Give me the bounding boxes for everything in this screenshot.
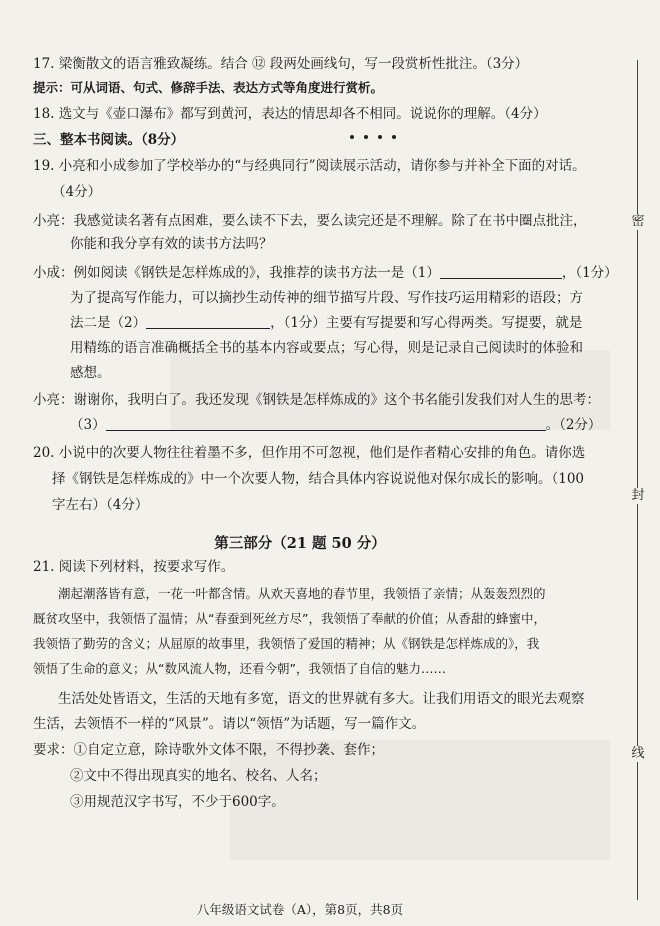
q17-text: 17. 梁衡散文的语言雅致凝练。结合 ⑫ 段两处画线句，写一段赏析性批注。（3分） xyxy=(33,56,529,72)
requirement-3: ③用规范汉字书写，不少于600字。 xyxy=(70,794,285,810)
binding-line xyxy=(637,60,638,900)
dialog-xiaoliang-2: 小亮：谢谢你，我明白了。我还发现《钢铁是怎样炼成的》这个书名能引发我们对人生的思考： xyxy=(33,392,600,408)
q20-line1: 20. 小说中的次要人物往往着墨不多，但作用不可忽视，他们是作者精心安排的角色。请你选 xyxy=(33,445,586,461)
part3-title: 第三部分（21 题 50 分） xyxy=(214,535,386,552)
binding-char-feng: 封 xyxy=(631,488,645,503)
q18-text: 18. 选文与《壶口瀑布》都写到黄河，表达的情思却各不相同。说说你的理解。（4分） xyxy=(33,106,547,122)
requirement-2: ②文中不得出现真实的地名、校名、人名； xyxy=(70,768,327,784)
q17-hint: 提示：可从词语、句式、修辞手法、表达方式等角度进行赏析。 xyxy=(33,80,384,95)
dialog-xiaocheng-2: 为了提高写作能力，可以摘抄生动传神的细节描写片段、写作技巧运用精彩的语段；方 xyxy=(70,290,583,306)
dialog-xiaoliang-1: 小亮：我感觉读名著有点困难，要么读不下去，要么读完还是不理解。除了在书中圈点批注， xyxy=(33,213,587,229)
q19-text: 19. 小亮和小成参加了学校举办的“与经典同行”阅读展示活动，请你参与并补全下面的对话。 xyxy=(33,158,586,174)
answer-blank-2[interactable] xyxy=(146,314,270,329)
material-line3: 我领悟了勤劳的含义；从屈原的故事里，我领悟了爱国的精神；从《钢铁是怎样炼成的》，我 xyxy=(33,636,540,651)
answer-blank-1[interactable] xyxy=(440,264,562,279)
dialog-xiaoliang-2b: （3） 。（2分） xyxy=(70,417,602,433)
binding-char-mi: 密 xyxy=(631,214,645,229)
q20-line3: 字左右）（4分） xyxy=(52,497,149,513)
answer-blank-3[interactable] xyxy=(106,416,546,431)
dialog-xiaocheng-3: 法二是（2） ，（1分）主要有写提要和写心得两类。写提要，就是 xyxy=(70,315,583,331)
material-line1: 潮起潮落皆有意，一花一叶都含情。从欢天喜地的春节里，我领悟了亲情；从轰轰烈烈的 xyxy=(58,586,546,601)
page-footer: 八年级语文试卷（A），第8页，共8页 xyxy=(196,902,404,917)
dialog-xiaoliang-1b: 你能和我分享有效的读书方法吗？ xyxy=(70,236,273,252)
q19-score: （4分） xyxy=(52,184,102,200)
material-line2: 厩贫攻坚中，我领悟了温情；从“春蚕到死丝方尽”，我领悟了奉献的价值；从香甜的蜂蜜中， xyxy=(33,611,546,626)
prompt-line1: 生活处处皆语文，生活的天地有多宽，语文的世界就有多大。让我们用语文的眼光去观察 xyxy=(58,691,585,707)
q21-text: 21. 阅读下列材料，按要求写作。 xyxy=(33,559,235,575)
prompt-line2: 生活，去领悟不一样的“风景”。请以“领悟”为话题，写一篇作文。 xyxy=(33,716,426,732)
emphasis-dots xyxy=(345,118,401,139)
q20-line2: 择《钢铁是怎样炼成的》中一个次要人物，结合具体内容说说他对保尔成长的影响。（100 xyxy=(52,471,585,487)
dialog-xiaocheng-5: 感想。 xyxy=(70,365,111,381)
requirement-1: 要求：①自定立意，除诗歌外文体不限，不得抄袭、套作； xyxy=(33,742,384,758)
dialog-xiaocheng-4: 用精练的语言准确概括全书的基本内容或要点；写心得，则是记录自己阅读时的体验和 xyxy=(70,340,583,356)
material-line4: 领悟了生命的意义；从“数风流人物，还看今朝”，我领悟了自信的魅力…… xyxy=(33,661,446,676)
section3-title: 三、整本书阅读。（8分） xyxy=(33,132,185,148)
binding-char-xian: 线 xyxy=(631,746,645,761)
dialog-xiaocheng-1: 小成：例如阅读《钢铁是怎样炼成的》，我推荐的读书方法一是（1） ，（1分） xyxy=(33,265,618,281)
